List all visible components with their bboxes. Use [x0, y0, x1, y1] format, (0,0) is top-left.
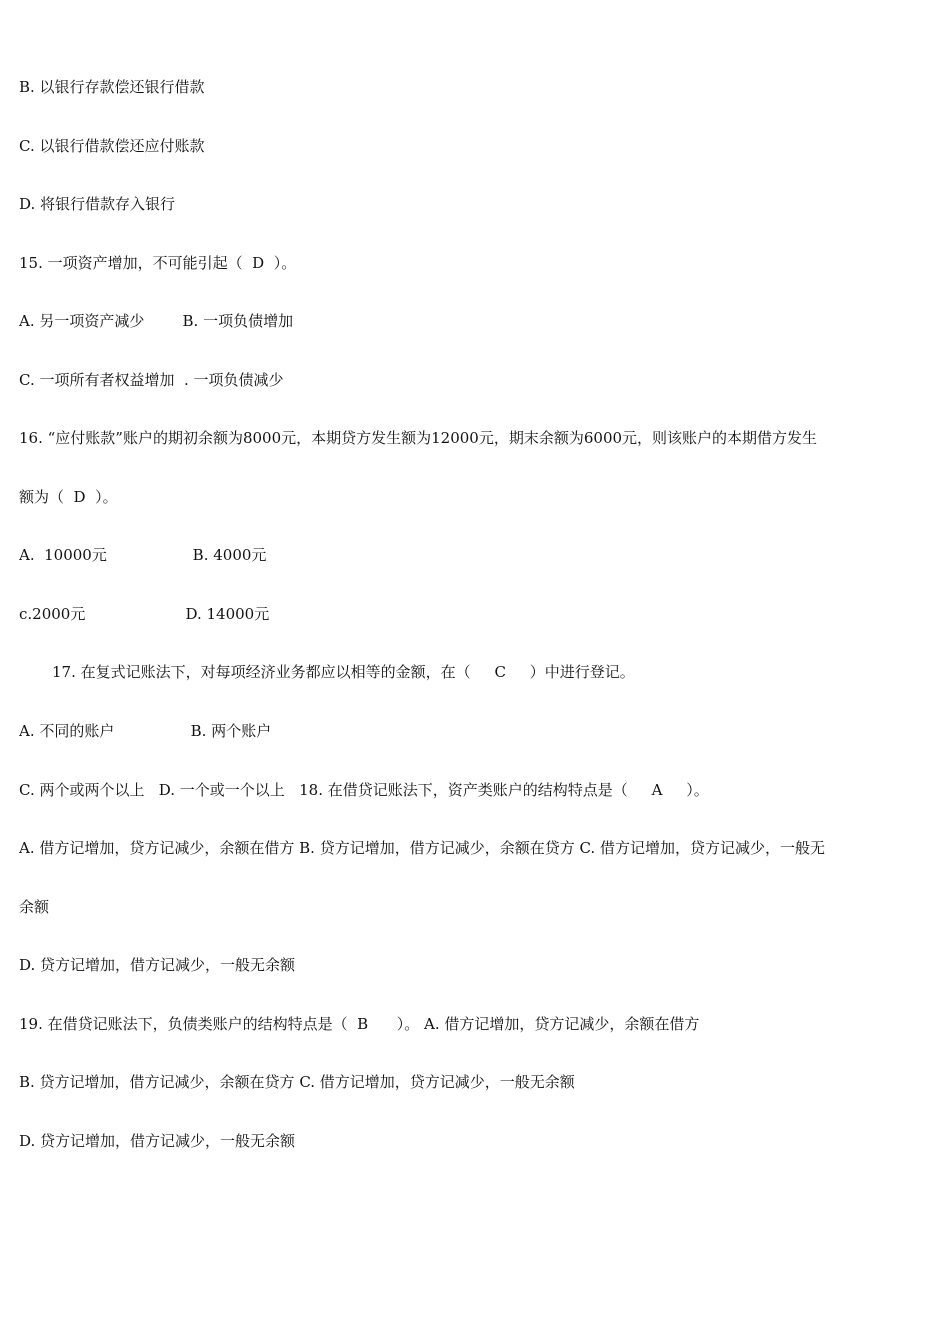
question-15: 15. 一项资产增加，不可能引起（ D ）。 — [19, 254, 297, 272]
question-16-options-cd: c.2000元 D. 14000元 — [19, 605, 270, 623]
question-19-option-a: 19. 在借贷记账法下，负债类账户的结构特点是（ B ）。 A. 借方记增加，贷方记减少，余额在借方 — [19, 1015, 700, 1033]
text-line-option-c-repay-payable: C. 以银行借款偿还应付账款 — [19, 137, 205, 155]
question-16-continued: 额为（ D ）。 — [19, 488, 118, 506]
question-18-option-d: D. 贷方记增加，借方记减少，一般无余额 — [19, 956, 296, 974]
question-18-options-abc: A. 借方记增加，贷方记减少，余额在借方 B. 贷方记增加，借方记减少，余额在贷方 C. 借方记增加，贷方记减少，一般无 — [19, 839, 825, 857]
question-16: 16. “应付账款”账户的期初余额为8000元，本期贷方发生额为12000元，期末余额为6000元，则该账户的本期借方发生 — [19, 429, 818, 447]
question-19-options-bc: B. 贷方记增加，借方记减少，余额在贷方 C. 借方记增加，贷方记减少，一般无余额 — [19, 1073, 575, 1091]
question-19-option-d: D. 贷方记增加，借方记减少，一般无余额 — [19, 1132, 296, 1150]
question-18-options-continued: 余额 — [19, 898, 50, 916]
text-line-option-d-deposit-loan: D. 将银行借款存入银行 — [19, 195, 176, 213]
question-16-options-ab: A. 10000元 B. 4000元 — [19, 546, 267, 564]
question-15-options-cd: C. 一项所有者权益增加 . 一项负债减少 — [19, 371, 284, 389]
question-15-options-ab: A. 另一项资产减少 B. 一项负债增加 — [19, 312, 294, 330]
question-17-options-ab: A. 不同的账户 B. 两个账户 — [19, 722, 272, 740]
question-17-options-cd-question-18: C. 两个或两个以上 D. 一个或一个以上 18. 在借贷记账法下，资产类账户的结构特点是（ A ）。 — [19, 781, 709, 799]
question-17: 17. 在复式记账法下，对每项经济业务都应以相等的金额，在（ C ）中进行登记。 — [52, 663, 635, 681]
text-line-option-b-repay-loan: B. 以银行存款偿还银行借款 — [19, 78, 205, 96]
